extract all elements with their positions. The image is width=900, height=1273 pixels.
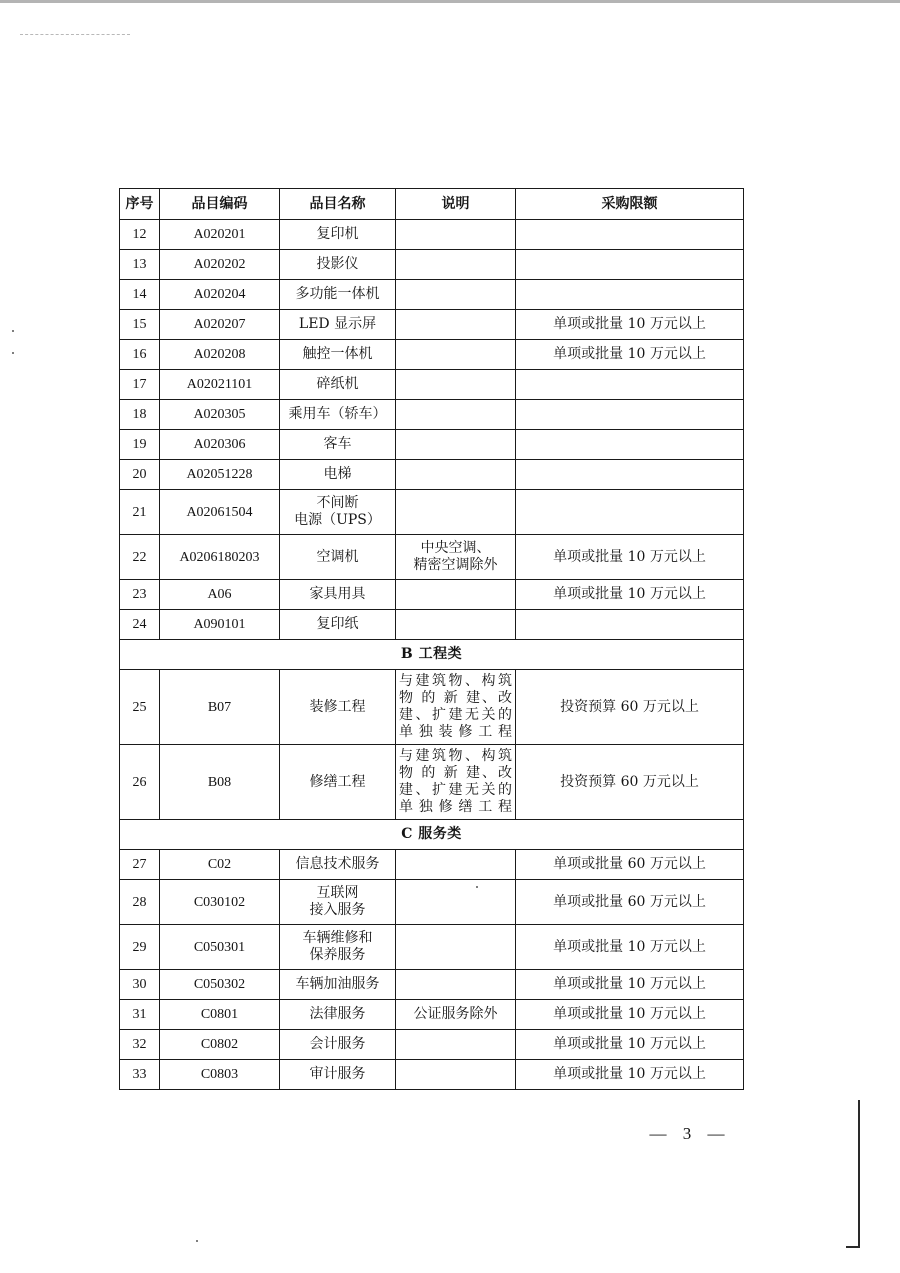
cell-procurement-limit: 单项或批量 10 万元以上	[516, 925, 744, 970]
cell-note	[396, 580, 516, 610]
scan-edge-top	[0, 0, 900, 3]
note-line: 中央空调、	[420, 540, 491, 556]
note-line: 与建筑物、构筑	[399, 748, 512, 764]
cell-item-name: 装修工程	[280, 670, 396, 745]
procurement-catalog-table	[119, 188, 744, 1090]
scan-speck	[196, 1240, 198, 1242]
note-line: 与建筑物、构筑	[399, 673, 512, 689]
note-line: 物 的 新 建、改	[399, 690, 512, 706]
cell-procurement-limit	[516, 430, 744, 460]
cell-item-code: B08	[160, 745, 280, 820]
cell-item-code: A020202	[160, 250, 280, 280]
cell-serial-no: 30	[120, 970, 160, 1000]
table-row	[120, 430, 744, 460]
cell-serial-no: 22	[120, 535, 160, 580]
cell-serial-no: 27	[120, 850, 160, 880]
cell-serial-no: 13	[120, 250, 160, 280]
item-name-line: 接入服务	[309, 902, 366, 918]
scan-mark-dash	[20, 34, 130, 35]
cell-procurement-limit: 单项或批量 10 万元以上	[516, 1000, 744, 1030]
cell-item-name: LED 显示屏	[280, 310, 396, 340]
note-line: 建、扩建无关的	[399, 782, 512, 798]
scan-edge-right	[858, 1100, 860, 1248]
cell-note	[396, 880, 516, 925]
cell-item-name: 修缮工程	[280, 745, 396, 820]
header-note: 说明	[396, 189, 516, 220]
cell-item-code: A090101	[160, 610, 280, 640]
note-line: 物 的 新 建、改	[399, 765, 512, 781]
cell-item-name: 车辆加油服务	[280, 970, 396, 1000]
section-title: C 服务类	[120, 820, 744, 850]
cell-note	[396, 970, 516, 1000]
cell-note	[396, 850, 516, 880]
cell-item-code: A020207	[160, 310, 280, 340]
cell-item-name: 电梯	[280, 460, 396, 490]
cell-serial-no: 29	[120, 925, 160, 970]
cell-serial-no: 16	[120, 340, 160, 370]
cell-serial-no: 20	[120, 460, 160, 490]
cell-serial-no: 25	[120, 670, 160, 745]
cell-item-code: A020305	[160, 400, 280, 430]
cell-item-name: 投影仪	[280, 250, 396, 280]
cell-serial-no: 28	[120, 880, 160, 925]
cell-procurement-limit: 单项或批量 60 万元以上	[516, 880, 744, 925]
cell-note	[396, 535, 516, 580]
cell-item-code: A020201	[160, 220, 280, 250]
cell-procurement-limit	[516, 460, 744, 490]
cell-serial-no: 24	[120, 610, 160, 640]
cell-item-name	[280, 490, 396, 535]
cell-procurement-limit	[516, 280, 744, 310]
table-row	[120, 340, 744, 370]
cell-item-name: 客车	[280, 430, 396, 460]
cell-serial-no: 32	[120, 1030, 160, 1060]
item-name-line: 互联网	[316, 885, 359, 901]
table-row	[120, 460, 744, 490]
scan-speck	[12, 352, 14, 354]
cell-note	[396, 250, 516, 280]
cell-serial-no: 23	[120, 580, 160, 610]
cell-procurement-limit: 单项或批量 10 万元以上	[516, 970, 744, 1000]
cell-item-code: C0802	[160, 1030, 280, 1060]
cell-note	[396, 340, 516, 370]
cell-procurement-limit	[516, 610, 744, 640]
cell-item-code: A02051228	[160, 460, 280, 490]
cell-item-code: C030102	[160, 880, 280, 925]
cell-serial-no: 14	[120, 280, 160, 310]
cell-note	[396, 745, 516, 820]
cell-item-name: 审计服务	[280, 1060, 396, 1090]
cell-item-code: B07	[160, 670, 280, 745]
cell-note	[396, 925, 516, 970]
table-row	[120, 970, 744, 1000]
table-row	[120, 1000, 744, 1030]
cell-item-code: C050302	[160, 970, 280, 1000]
page-number: — 3 —	[649, 1124, 731, 1143]
cell-item-code: A020204	[160, 280, 280, 310]
cell-item-code: C050301	[160, 925, 280, 970]
table-row	[120, 400, 744, 430]
header-item-code: 品目编码	[160, 189, 280, 220]
cell-serial-no: 26	[120, 745, 160, 820]
cell-note: 公证服务除外	[396, 1000, 516, 1030]
cell-item-code: C0803	[160, 1060, 280, 1090]
cell-item-name: 复印机	[280, 220, 396, 250]
cell-procurement-limit	[516, 400, 744, 430]
cell-serial-no: 18	[120, 400, 160, 430]
table-row	[120, 1060, 744, 1090]
cell-procurement-limit	[516, 220, 744, 250]
header-item-name: 品目名称	[280, 189, 396, 220]
table-row	[120, 1030, 744, 1060]
cell-note	[396, 460, 516, 490]
note-line: 单独装修工程	[399, 724, 512, 740]
cell-note	[396, 1030, 516, 1060]
cell-serial-no: 33	[120, 1060, 160, 1090]
header-procurement-limit: 采购限额	[516, 189, 744, 220]
cell-procurement-limit	[516, 490, 744, 535]
table-row	[120, 880, 744, 925]
cell-serial-no: 12	[120, 220, 160, 250]
cell-item-code: A06	[160, 580, 280, 610]
cell-procurement-limit: 单项或批量 10 万元以上	[516, 1030, 744, 1060]
table-header-row	[120, 189, 744, 220]
table-row	[120, 310, 744, 340]
note-line: 建、扩建无关的	[399, 707, 512, 723]
table-row	[120, 220, 744, 250]
table-row	[120, 610, 744, 640]
item-name-line: 不间断	[316, 495, 359, 511]
cell-procurement-limit: 单项或批量 10 万元以上	[516, 1060, 744, 1090]
cell-item-name: 乘用车（轿车）	[280, 400, 396, 430]
cell-procurement-limit	[516, 250, 744, 280]
section-title: B 工程类	[120, 640, 744, 670]
cell-note	[396, 220, 516, 250]
cell-item-name: 空调机	[280, 535, 396, 580]
cell-serial-no: 19	[120, 430, 160, 460]
table-row	[120, 490, 744, 535]
cell-procurement-limit: 单项或批量 10 万元以上	[516, 580, 744, 610]
cell-item-name: 多功能一体机	[280, 280, 396, 310]
cell-serial-no: 21	[120, 490, 160, 535]
cell-item-name: 信息技术服务	[280, 850, 396, 880]
cell-serial-no: 31	[120, 1000, 160, 1030]
cell-item-name: 法律服务	[280, 1000, 396, 1030]
table-row	[120, 280, 744, 310]
cell-note	[396, 310, 516, 340]
cell-item-code: A020306	[160, 430, 280, 460]
cell-item-code: A0206180203	[160, 535, 280, 580]
cell-procurement-limit: 投资预算 60 万元以上	[516, 745, 744, 820]
item-name-line: 车辆维修和	[302, 930, 373, 946]
note-line: 单独修缮工程	[399, 799, 512, 815]
cell-item-code: A02021101	[160, 370, 280, 400]
table-row	[120, 670, 744, 745]
table-row	[120, 745, 744, 820]
item-name-line: 保养服务	[309, 947, 366, 963]
item-name-line: 电源（UPS）	[294, 512, 381, 528]
section-row-engineering	[120, 640, 744, 670]
cell-note	[396, 400, 516, 430]
cell-item-name: 复印纸	[280, 610, 396, 640]
cell-procurement-limit: 单项或批量 10 万元以上	[516, 340, 744, 370]
table-row	[120, 250, 744, 280]
cell-item-name	[280, 925, 396, 970]
cell-item-name: 会计服务	[280, 1030, 396, 1060]
note-line: 精密空调除外	[413, 557, 498, 573]
table-row	[120, 925, 744, 970]
cell-note	[396, 430, 516, 460]
cell-procurement-limit: 单项或批量 10 万元以上	[516, 310, 744, 340]
table-row	[120, 370, 744, 400]
cell-item-name: 家具用具	[280, 580, 396, 610]
cell-item-name: 触控一体机	[280, 340, 396, 370]
section-row-services	[120, 820, 744, 850]
table-row	[120, 580, 744, 610]
cell-procurement-limit: 单项或批量 10 万元以上	[516, 535, 744, 580]
scan-edge-right-foot	[846, 1246, 860, 1248]
table-row	[120, 850, 744, 880]
cell-item-code: A02061504	[160, 490, 280, 535]
cell-serial-no: 17	[120, 370, 160, 400]
cell-item-code: A020208	[160, 340, 280, 370]
cell-item-name: 碎纸机	[280, 370, 396, 400]
cell-note	[396, 280, 516, 310]
cell-note	[396, 610, 516, 640]
cell-note	[396, 670, 516, 745]
cell-note	[396, 1060, 516, 1090]
cell-procurement-limit: 单项或批量 60 万元以上	[516, 850, 744, 880]
cell-item-code: C02	[160, 850, 280, 880]
cell-procurement-limit	[516, 370, 744, 400]
scan-speck	[12, 330, 14, 332]
header-serial-no: 序号	[120, 189, 160, 220]
cell-serial-no: 15	[120, 310, 160, 340]
table-row	[120, 535, 744, 580]
cell-item-code: C0801	[160, 1000, 280, 1030]
cell-item-name	[280, 880, 396, 925]
cell-note	[396, 490, 516, 535]
cell-note	[396, 370, 516, 400]
cell-procurement-limit: 投资预算 60 万元以上	[516, 670, 744, 745]
